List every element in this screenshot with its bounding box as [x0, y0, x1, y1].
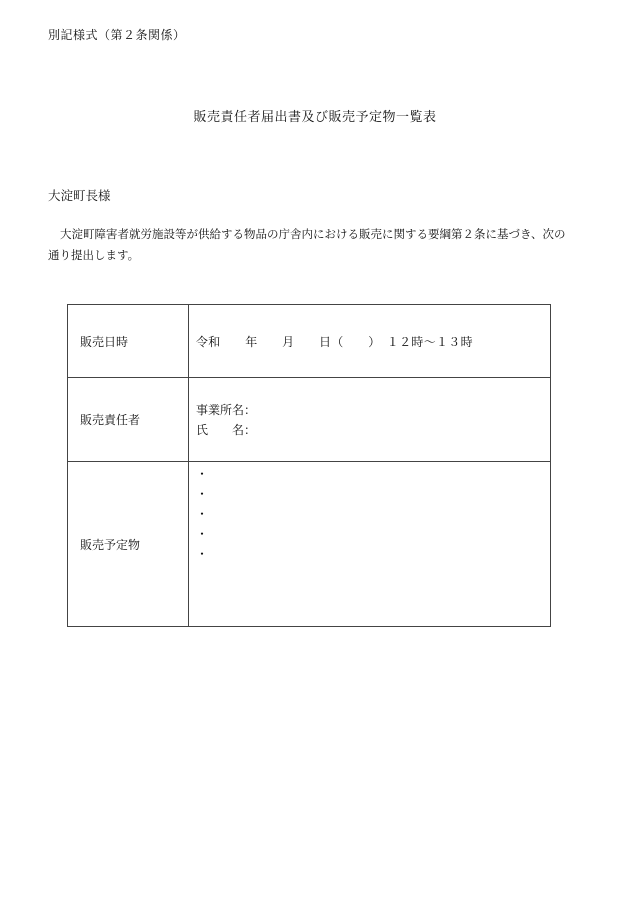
list-item: ・ — [196, 487, 209, 501]
planned-goods-field[interactable] — [189, 462, 551, 627]
planned-goods-list — [196, 462, 550, 626]
table-row-responsible-person — [68, 378, 551, 462]
office-name-label: 事業所名： — [196, 402, 257, 417]
responsible-person-field[interactable] — [189, 378, 551, 462]
list-item: ・ — [196, 467, 209, 481]
form-table — [67, 304, 551, 627]
addressee: 大淀町長様 — [48, 188, 111, 203]
responsible-person-label: 販売責任者 — [68, 378, 189, 462]
form-label: 別記様式（第２条関係） — [48, 28, 186, 42]
document-title: 販売責任者届出書及び販売予定物一覧表 — [193, 110, 437, 125]
list-item: ・ — [196, 507, 209, 521]
table-row-planned-goods — [68, 462, 551, 627]
person-name-label: 氏 名： — [196, 422, 257, 437]
body-text: 大淀町障害者就労施設等が供給する物品の庁舎内における販売に関する要綱第２条に基づき、次の通り提出します。 — [48, 227, 566, 262]
table-row-sale-date — [68, 305, 551, 378]
sale-date-field[interactable] — [189, 305, 551, 378]
sale-date-label: 販売日時 — [68, 305, 189, 378]
sale-date-value: 令和 年 月 日（ ） １２時～１３時 — [196, 334, 473, 349]
planned-goods-label: 販売予定物 — [68, 462, 189, 627]
list-item: ・ — [196, 547, 209, 561]
list-item: ・ — [196, 527, 209, 541]
